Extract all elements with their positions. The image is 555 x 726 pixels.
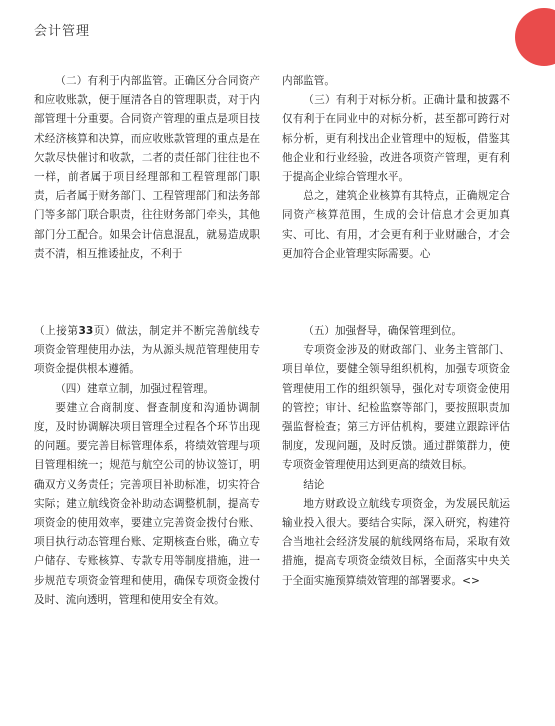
paragraph-process-management: 要建立合商制度、督查制度和沟通协调制度，及时协调解决项目管理全过程各个环节出现的问题。要完善目标管理体系，将绩效管理与项目管理相统一；规范与航空公司的协议签订，明确双方义务责任；完善项目补助标准，切实符合实际；建立航线资金补助动态调整机制，提高专项资金的使用效率，要建立完善资金拨付台账、项目执行动态管理台账、定期核查台账，确立专户储存、专账核算、专款专用等制度措施，进一步规范专项资金管理和使用，确保专项资金拨付及时、流向透明，管理和使用安全有效。 — [34, 401, 260, 606]
bottom-left-column — [34, 322, 260, 610]
bottom-right-column — [282, 322, 510, 591]
continued-page-number: 33 — [78, 325, 94, 337]
top-right-column — [282, 72, 510, 264]
paragraph-conclusion: 地方财政设立航线专项资金，为发展民航运输业投入很大。要结合实际，深入研究，构建符合当地社会经济发展的航线网络布局，采取有效措施，提高专项资金绩效目标，全面落实中央关于全面实施预算绩效管理的部署要求。<> — [282, 497, 510, 587]
heading-conclusion: 结论 — [303, 478, 325, 491]
page-header-title: 会计管理 — [34, 24, 91, 39]
paragraph-continued-from — [34, 322, 260, 380]
section-heading-5: （五）加强督导，确保管理到位。 — [303, 325, 463, 337]
paragraph-internal-supervision: （二）有利于内部监管。正确区分合同资产和应收账款，便于厘清各自的管理职责，对于内部管理十分重要。合同资产管理的重点是项目技术经济核算和决算，而应收账款管理的重点是在欠款尽快催讨和收款，二者的责任部门往往也不一样，前者属于项目经理部和工程管理部门职责，后者属于财务部门、工程管理部门和法务部门等多部门联合职责，往往财务部门牵头，其他部门分工配合。如果会计信息混乱，就易造成职责不清，相互推诿扯皮，不利于 — [34, 75, 260, 260]
paragraph-summary: 总之，建筑企业核算有其特点，正确规定合同资产核算范围，生成的会计信息才会更加真实、可比、有用，才会更有利于业财融合，才会更加符合企业管理实际需要。心 — [282, 190, 510, 260]
paragraph-supervision: 专项资金涉及的财政部门、业务主管部门、项目单位，要健全领导组织机构，加强专项资金管理使用工作的组织领导，强化对专项资金使用的管控；审计、纪检监察等部门，要按照职责加强监督检查；第三方评估机构，要建立跟踪评估制度，发现问题，及时反馈。通过群策群力，使专项资金管理使用达到更高的绩效目标。 — [282, 344, 510, 472]
top-left-column — [34, 72, 260, 264]
paragraph-benchmark-analysis: （三）有利于对标分析。正确计量和披露不仅有利于在同业中的对标分析，甚至都可跨行对标分析，更有利找出企业管理中的短板，借鉴其他企业和行业经验，改进各项资产管理，更有利于提高企业综合管理水平。 — [282, 94, 510, 184]
continued-text: 页）做法，制定并不断完善航线专项资金管理使用办法，为从源头规范管理使用专项资金提供根本遵循。 — [34, 325, 261, 376]
corner-badge — [515, 8, 555, 66]
paragraph-continuation: 内部监管。 — [282, 75, 335, 87]
continued-prefix: （上接第 — [34, 325, 79, 337]
section-heading-4: （四）建章立制，加强过程管理。 — [55, 382, 215, 395]
